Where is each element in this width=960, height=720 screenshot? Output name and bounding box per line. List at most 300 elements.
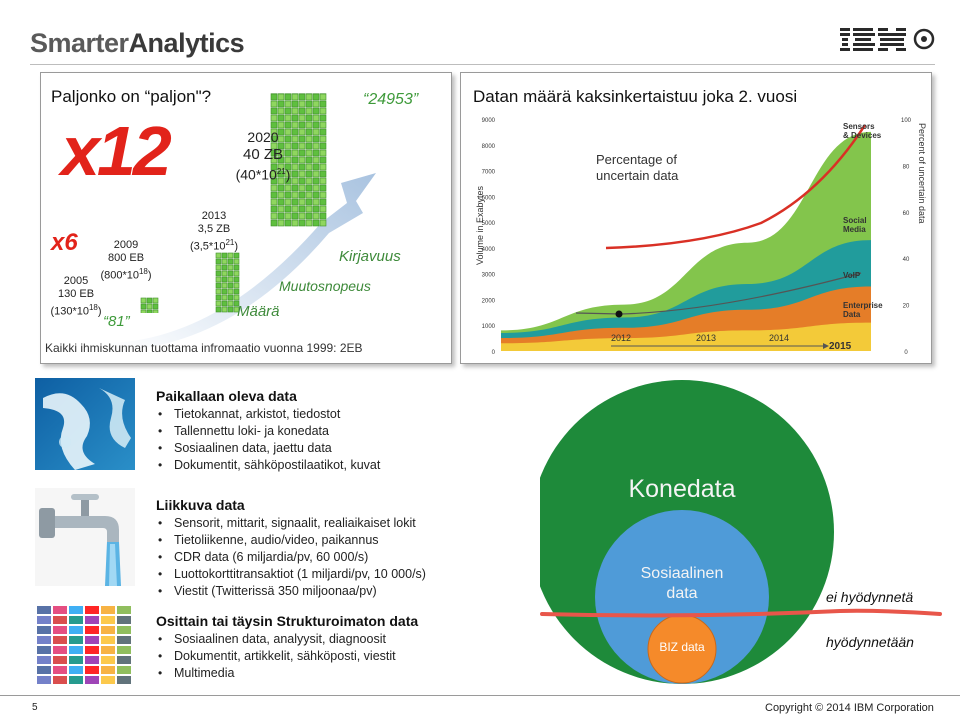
data-cube — [278, 115, 284, 121]
chart-title-line2: uncertain data — [596, 168, 679, 183]
data-cube — [271, 115, 277, 121]
social-logo-tile — [37, 616, 51, 624]
konedata-label: Konedata — [628, 475, 736, 503]
x-tick-label: 2014 — [769, 333, 790, 343]
year-2005: 2005 — [63, 275, 89, 287]
amount-2005: 130 EB — [57, 288, 95, 300]
y-tick-label: 3000 — [481, 272, 495, 279]
list-item: • Dokumentit, sähköpostilaatikot, kuvat — [156, 457, 546, 474]
data-cube — [153, 304, 158, 309]
y2-tick-label: 20 — [902, 303, 910, 310]
data-cube — [306, 220, 312, 226]
data-cube — [313, 157, 319, 163]
data-cube — [222, 277, 227, 282]
data-cube — [271, 122, 277, 128]
data-cube — [292, 206, 298, 212]
data-cube — [320, 206, 326, 212]
amount-2013: 3,5 ZB — [197, 223, 231, 235]
social-logo-tile — [85, 676, 99, 684]
social-logo-tile — [117, 676, 131, 684]
social-data-label-line2: data — [666, 585, 698, 602]
data-cube — [306, 129, 312, 135]
y-axis-label: Volume in Exabytes — [475, 185, 485, 265]
data-cube — [141, 310, 146, 313]
social-logo-tile — [53, 606, 67, 614]
data-cube — [292, 108, 298, 114]
sci-2013-exp: 21 — [225, 238, 235, 247]
y-tick-label: 9000 — [481, 118, 495, 124]
page-number: 5 — [32, 702, 38, 713]
social-logo-tile — [69, 646, 83, 654]
social-logo-tile — [37, 676, 51, 684]
y2-tick-label: 100 — [900, 118, 912, 124]
count-2005: “81” — [103, 313, 130, 330]
data-cube — [292, 136, 298, 142]
section-title: Osittain tai täysin Strukturoimaton data — [156, 613, 419, 629]
label-velocity: Muutosnopeus — [279, 278, 371, 294]
section-title: Liikkuva data — [156, 497, 245, 513]
social-logo-tile — [53, 626, 67, 634]
legend-label: Sensors & Devices — [843, 122, 882, 140]
copyright: Copyright © 2014 IBM Corporation — [765, 702, 934, 714]
data-cube — [306, 171, 312, 177]
x-tick-label: 2012 — [611, 333, 632, 343]
social-logo-tile — [53, 616, 67, 624]
x-tick-label: 2015 — [829, 341, 852, 352]
data-cube — [320, 213, 326, 219]
data-cube — [141, 298, 146, 303]
data-cube — [216, 295, 221, 300]
section-unstructured-data — [156, 613, 546, 682]
social-logo-tile — [117, 666, 131, 674]
social-logo-tile — [117, 606, 131, 614]
data-cube — [320, 136, 326, 142]
social-logo-tile — [85, 626, 99, 634]
label-2020 — [237, 129, 289, 184]
label-veracity: Kirjavuus — [339, 248, 401, 265]
data-cube — [234, 277, 239, 282]
data-cube — [222, 253, 227, 258]
social-logo-tile — [117, 656, 131, 664]
data-cube — [320, 101, 326, 107]
data-cube — [222, 295, 227, 300]
data-cube — [222, 265, 227, 270]
data-cube — [228, 271, 233, 276]
social-logo-tile — [53, 636, 67, 644]
data-cube — [234, 259, 239, 264]
data-cube — [299, 129, 305, 135]
data-cube — [271, 108, 277, 114]
y-tick-label: 1000 — [481, 324, 495, 331]
data-cube — [228, 259, 233, 264]
sci-2009-base: (800*10 — [100, 269, 139, 282]
list-item: • Dokumentit, artikkelit, sähköposti, viestit — [156, 648, 546, 665]
data-cube — [320, 108, 326, 114]
data-cube — [313, 185, 319, 191]
data-cube — [278, 199, 284, 205]
data-cube — [292, 192, 298, 198]
data-cube — [278, 206, 284, 212]
social-logo-tile — [69, 666, 83, 674]
data-cube — [299, 122, 305, 128]
data-cube — [285, 108, 291, 114]
social-logo-tile — [69, 656, 83, 664]
data-cube — [222, 301, 227, 306]
social-logo-tile — [101, 666, 115, 674]
data-cube — [292, 115, 298, 121]
ibm-logo — [838, 22, 936, 56]
multiplier-small: x6 — [51, 229, 78, 256]
data-cube — [320, 143, 326, 149]
data-cube — [292, 220, 298, 226]
data-cube — [228, 301, 233, 306]
list-item: • Sosiaalinen data, jaettu data — [156, 440, 546, 457]
data-cube — [234, 253, 239, 258]
data-cube — [228, 253, 233, 258]
data-cube — [292, 129, 298, 135]
social-logo-tile — [69, 636, 83, 644]
legend-label: Social Media — [843, 216, 867, 234]
footnote: Kaikki ihmiskunnan tuottama infromaatio vuonna 1999: 2EB — [45, 341, 363, 355]
trend-point — [616, 311, 623, 318]
y-tick-label: 4000 — [481, 246, 495, 253]
data-cube-stack-2 — [216, 253, 239, 312]
data-cube — [234, 283, 239, 288]
data-cube — [306, 206, 312, 212]
data-cube — [285, 185, 291, 191]
data-cube — [306, 150, 312, 156]
data-cube-stack-1 — [141, 298, 158, 313]
data-cube — [216, 307, 221, 312]
social-logo-tile — [37, 626, 51, 634]
social-logo-tile — [117, 616, 131, 624]
social-logo-tile — [53, 656, 67, 664]
data-cube — [147, 298, 152, 303]
data-cube — [271, 94, 277, 100]
sci-2013-base: (3,5*10 — [189, 240, 226, 253]
data-cube — [299, 115, 305, 121]
social-data-label — [622, 564, 742, 604]
data-cube — [320, 129, 326, 135]
data-cube — [278, 108, 284, 114]
data-cube — [285, 199, 291, 205]
data-volume-panel — [40, 72, 452, 364]
label-2013 — [179, 210, 249, 254]
sci-2005-base: (130*10 — [50, 305, 89, 318]
social-logo-tile — [37, 666, 51, 674]
social-logo-tile — [69, 676, 83, 684]
data-cube — [222, 259, 227, 264]
social-logo-tile — [37, 646, 51, 654]
data-cube — [234, 265, 239, 270]
data-cube — [299, 101, 305, 107]
data-cube — [306, 164, 312, 170]
data-cube — [292, 199, 298, 205]
social-logo-tile — [117, 646, 131, 654]
bullet-list — [156, 406, 546, 474]
footer-divider — [0, 695, 960, 696]
data-cube — [292, 185, 298, 191]
list-item: • Multimedia — [156, 665, 546, 682]
data-cube — [234, 289, 239, 294]
data-cube — [278, 122, 284, 128]
data-cube — [299, 199, 305, 205]
label-2005 — [43, 275, 109, 319]
data-cube — [313, 213, 319, 219]
data-cube — [278, 220, 284, 226]
data-cube — [278, 192, 284, 198]
data-cube — [153, 310, 158, 313]
list-item: • Tietoliikenne, audio/video, paikannus — [156, 532, 546, 549]
header-divider — [30, 64, 935, 65]
data-cube — [299, 213, 305, 219]
social-logo-tile — [85, 656, 99, 664]
social-logo-tile — [37, 656, 51, 664]
data-cube — [299, 150, 305, 156]
panel-title-right: Datan määrä kaksinkertaistuu joka 2. vuosi — [473, 87, 798, 106]
data-cube — [320, 164, 326, 170]
legend-label: Enterprise Data — [843, 301, 883, 319]
social-logo-tile — [69, 616, 83, 624]
data-cube — [278, 213, 284, 219]
data-cube — [313, 206, 319, 212]
social-logo-tile — [85, 606, 99, 614]
data-cube — [292, 150, 298, 156]
year-2020: 2020 — [247, 129, 279, 145]
y-tick-label: 2000 — [481, 298, 495, 305]
social-logo-tile — [117, 626, 131, 634]
data-cube — [313, 164, 319, 170]
section-moving-data — [156, 497, 546, 600]
data-cube — [313, 108, 319, 114]
social-logo-tile — [101, 656, 115, 664]
data-cube — [216, 301, 221, 306]
social-logo-tile — [101, 676, 115, 684]
x-tick-label: 2013 — [696, 333, 717, 343]
data-cube — [320, 178, 326, 184]
data-cube — [228, 283, 233, 288]
data-cube — [285, 213, 291, 219]
data-cube — [306, 94, 312, 100]
data-cube — [147, 310, 152, 313]
data-cube — [306, 101, 312, 107]
data-cube — [320, 171, 326, 177]
count-2020: “24953” — [363, 91, 419, 108]
data-cube — [306, 178, 312, 184]
data-cube — [313, 150, 319, 156]
data-cube — [299, 220, 305, 226]
social-logo-tile — [53, 646, 67, 654]
sci-2009: $(800*10^{18})$ — [100, 267, 152, 282]
y-tick-label: 7000 — [481, 169, 495, 176]
data-cube — [306, 115, 312, 121]
social-logo-tile — [85, 616, 99, 624]
data-cube — [285, 122, 291, 128]
ocean-image — [35, 378, 135, 470]
data-cube — [228, 265, 233, 270]
data-cube — [313, 178, 319, 184]
data-cube — [228, 289, 233, 294]
social-logo-tile — [37, 636, 51, 644]
multiplier-big: x12 — [61, 112, 169, 190]
logo-text-smarter: Smarter — [30, 28, 129, 58]
data-cube — [299, 206, 305, 212]
y2-tick-label: 80 — [902, 164, 910, 171]
y2-axis-label: Percent of uncertain data — [917, 123, 927, 224]
data-cube — [285, 115, 291, 121]
data-cube — [320, 150, 326, 156]
data-cube — [285, 94, 291, 100]
data-cube — [234, 295, 239, 300]
data-cube — [216, 253, 221, 258]
social-logo-tile — [101, 626, 115, 634]
social-logo-tile — [85, 646, 99, 654]
data-cube — [320, 122, 326, 128]
data-cube — [285, 192, 291, 198]
data-cube — [222, 271, 227, 276]
data-cube — [216, 271, 221, 276]
data-cube — [306, 108, 312, 114]
data-cube — [234, 271, 239, 276]
year-2009: 2009 — [113, 239, 139, 251]
data-cube — [306, 192, 312, 198]
data-cube — [299, 143, 305, 149]
data-cube — [299, 108, 305, 114]
social-logo-tile — [117, 636, 131, 644]
data-cube — [216, 277, 221, 282]
data-cube — [278, 94, 284, 100]
sci-2005-exp: 18 — [88, 303, 98, 312]
label-volume: Määrä — [237, 303, 280, 320]
y-tick-label: 0 — [491, 350, 495, 356]
data-cube — [222, 283, 227, 288]
data-cube — [216, 259, 221, 264]
section-title: Paikallaan oleva data — [156, 388, 297, 404]
list-item: • Viestit (Twitterissä 350 miljoonaa/pv) — [156, 583, 546, 600]
data-cube — [313, 136, 319, 142]
data-cube — [320, 185, 326, 191]
social-logo-tile — [69, 626, 83, 634]
sci-2020-base: (40*10 — [235, 166, 277, 183]
sci-2020-exp: 21 — [276, 167, 286, 176]
data-cube — [222, 307, 227, 312]
logo-text-analytics: Analytics — [128, 28, 245, 58]
data-cube — [285, 101, 291, 107]
bullet-list — [156, 515, 546, 600]
data-cube — [313, 171, 319, 177]
data-cube — [147, 304, 152, 309]
data-cube — [320, 199, 326, 205]
data-cube — [285, 206, 291, 212]
data-cube — [292, 213, 298, 219]
data-cube — [228, 277, 233, 282]
data-cube — [271, 220, 277, 226]
sci-2020: $(40*10^{21})$ — [235, 166, 291, 183]
data-cube — [313, 192, 319, 198]
data-cube — [299, 94, 305, 100]
data-cube — [271, 192, 277, 198]
legend-label: VoIP — [843, 271, 861, 280]
smarter-analytics-logo — [30, 28, 244, 59]
data-cube — [320, 157, 326, 163]
data-cube — [313, 220, 319, 226]
amount-2020: 40 ZB — [242, 146, 284, 163]
bullet-list — [156, 631, 546, 682]
sci-2009-exp: 18 — [138, 267, 148, 276]
year-2013: 2013 — [201, 210, 227, 222]
social-logos-image — [35, 604, 135, 684]
list-item: • Tietokannat, arkistot, tiedostot — [156, 406, 546, 423]
social-logo-tile — [69, 606, 83, 614]
amount-2009: 800 EB — [107, 252, 145, 264]
y-tick-label: 5000 — [481, 221, 495, 228]
list-item: • Luottokorttitransaktiot (1 miljardi/pv, 10 000/s) — [156, 566, 546, 583]
uncertain-data-chart — [461, 73, 931, 363]
social-logo-tile — [37, 606, 51, 614]
list-item: • CDR data (6 miljardia/pv, 60 000/s) — [156, 549, 546, 566]
data-cube — [292, 122, 298, 128]
data-cube — [320, 220, 326, 226]
sci-2005: $(130*10^{18})$ — [50, 303, 102, 318]
label-used: hyödynnetään — [826, 634, 914, 650]
social-logo-tile — [53, 666, 67, 674]
data-cube — [299, 192, 305, 198]
social-logo-tile — [85, 666, 99, 674]
data-cube — [313, 129, 319, 135]
data-cube — [320, 94, 326, 100]
y2-tick-label: 60 — [902, 210, 910, 217]
list-item: • Tallennettu loki- ja konedata — [156, 423, 546, 440]
social-data-label-line1: Sosiaalinen — [640, 565, 724, 582]
faucet-image — [35, 488, 135, 586]
data-cube — [306, 122, 312, 128]
data-cube — [228, 307, 233, 312]
data-cube — [313, 101, 319, 107]
data-cube — [222, 289, 227, 294]
data-cube — [278, 185, 284, 191]
social-logo-tile — [53, 676, 67, 684]
data-cube — [292, 101, 298, 107]
data-cube — [271, 199, 277, 205]
social-logo-tile — [101, 606, 115, 614]
data-cube — [299, 136, 305, 142]
biz-data-label: BIZ data — [659, 640, 705, 654]
data-cube — [306, 199, 312, 205]
data-cube — [216, 283, 221, 288]
data-cube — [299, 185, 305, 191]
sci-2013: $(3,5*10^{21})$ — [189, 238, 239, 253]
section-static-data — [156, 388, 546, 474]
y-tick-label: 6000 — [481, 195, 495, 202]
data-cube — [285, 220, 291, 226]
social-logo-tile — [85, 636, 99, 644]
data-cube — [306, 213, 312, 219]
data-growth-panel — [460, 72, 932, 364]
data-cube — [313, 143, 319, 149]
data-cube — [292, 94, 298, 100]
data-cube — [271, 185, 277, 191]
y-tick-label: 8000 — [481, 143, 495, 150]
social-logo-tile — [101, 646, 115, 654]
data-cube — [271, 101, 277, 107]
data-cube — [313, 199, 319, 205]
data-cube — [313, 115, 319, 121]
data-cube — [320, 192, 326, 198]
y2-tick-label: 40 — [902, 257, 910, 264]
label-not-used: ei hyödynnetä — [826, 589, 914, 605]
social-logo-tile — [101, 616, 115, 624]
data-cube — [153, 298, 158, 303]
